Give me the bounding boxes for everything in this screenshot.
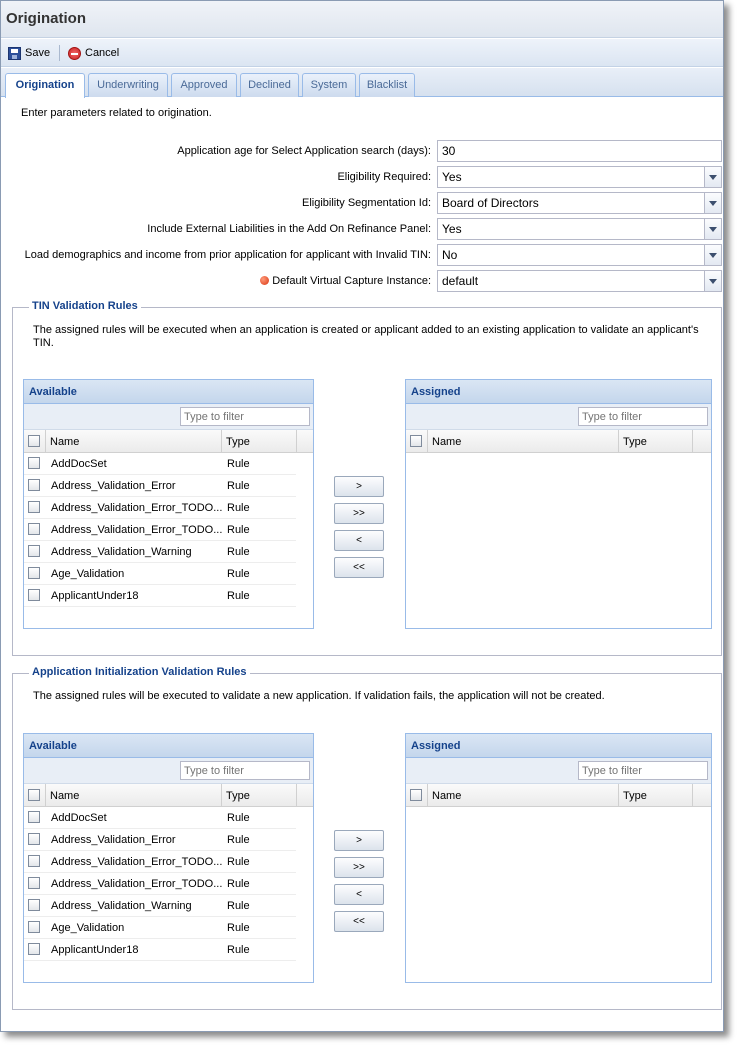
row-type: Rule <box>227 944 250 956</box>
add-all-button[interactable]: >> <box>334 503 384 524</box>
table-row[interactable] <box>24 475 296 497</box>
table-row[interactable] <box>24 807 296 829</box>
field-label: Load demographics and income from prior application for applicant with Invalid TIN: <box>24 249 431 261</box>
row-type: Rule <box>227 812 250 824</box>
row-type: Rule <box>227 568 250 580</box>
field-label: Eligibility Segmentation Id: <box>301 197 431 209</box>
field-virtual-capture <box>1 270 723 292</box>
select-all-checkbox[interactable] <box>28 789 40 801</box>
tin-assigned-grid <box>405 379 712 629</box>
column-name[interactable]: Name <box>46 784 222 806</box>
toolbar <box>1 39 723 67</box>
init-rules-legend: Application Initialization Validation Rules <box>29 666 250 678</box>
table-row[interactable] <box>24 873 296 895</box>
table-row[interactable] <box>24 917 296 939</box>
tab-system[interactable]: System <box>302 73 356 97</box>
grid-header: Assigned <box>406 380 711 404</box>
tab-strip <box>1 68 723 97</box>
grid-column-header <box>24 784 313 807</box>
column-name[interactable]: Name <box>46 430 222 452</box>
field-external-liabilities <box>1 218 723 240</box>
tab-blacklist[interactable]: Blacklist <box>359 73 415 97</box>
save-button[interactable] <box>8 45 50 61</box>
grid-column-header <box>406 430 711 453</box>
column-type[interactable]: Type <box>222 784 297 806</box>
table-row[interactable] <box>24 939 296 961</box>
table-row[interactable] <box>24 497 296 519</box>
chevron-down-icon[interactable] <box>704 219 721 239</box>
eligibility-segmentation-select[interactable] <box>437 192 722 214</box>
chevron-down-icon[interactable] <box>704 167 721 187</box>
row-name: AddDocSet <box>51 812 107 824</box>
save-icon <box>8 47 21 60</box>
tab-underwriting[interactable]: Underwriting <box>88 73 168 97</box>
row-checkbox[interactable] <box>28 567 40 579</box>
row-type: Rule <box>227 480 250 492</box>
row-checkbox[interactable] <box>28 501 40 513</box>
init-rules-description: The assigned rules will be executed to validate a new application. If validation fails, the application will not be created. <box>33 690 605 702</box>
grid-body <box>24 453 313 607</box>
grid-body <box>24 807 313 961</box>
column-name[interactable]: Name <box>428 430 619 452</box>
init-assigned-grid <box>405 733 712 983</box>
row-name: Address_Validation_Error <box>51 480 176 492</box>
select-value: Yes <box>442 222 462 236</box>
row-checkbox[interactable] <box>28 811 40 823</box>
field-load-demographics <box>1 244 723 266</box>
grid-header: Assigned <box>406 734 711 758</box>
external-liabilities-select[interactable] <box>437 218 722 240</box>
application-age-input[interactable]: 30 <box>437 140 722 162</box>
row-type: Rule <box>227 546 250 558</box>
column-type[interactable]: Type <box>619 430 693 452</box>
row-name: Age_Validation <box>51 568 125 580</box>
grid-filter-bar <box>406 404 711 430</box>
filter-input[interactable] <box>578 407 708 426</box>
row-checkbox[interactable] <box>28 523 40 535</box>
row-checkbox[interactable] <box>28 877 40 889</box>
select-all-cell <box>24 430 46 452</box>
table-row[interactable] <box>24 453 296 475</box>
row-checkbox[interactable] <box>28 589 40 601</box>
cancel-button[interactable] <box>68 45 119 61</box>
select-value: Board of Directors <box>442 196 539 210</box>
toolbar-separator <box>59 45 60 61</box>
filter-input[interactable] <box>180 407 310 426</box>
row-type: Rule <box>227 856 250 868</box>
row-type: Rule <box>227 458 250 470</box>
field-label: Include External Liabilities in the Add On Refinance Panel: <box>147 223 431 235</box>
table-row[interactable] <box>24 895 296 917</box>
select-all-checkbox[interactable] <box>28 435 40 447</box>
row-type: Rule <box>227 922 250 934</box>
table-row[interactable] <box>24 541 296 563</box>
remove-button[interactable]: < <box>334 884 384 905</box>
select-all-checkbox[interactable] <box>410 789 422 801</box>
intro-text: Enter parameters related to origination. <box>21 107 212 119</box>
row-type: Rule <box>227 900 250 912</box>
grid-column-header <box>24 430 313 453</box>
grid-filter-bar <box>24 404 313 430</box>
table-row[interactable] <box>24 563 296 585</box>
save-label: Save <box>25 47 51 59</box>
field-eligibility-required <box>1 166 723 188</box>
grid-filter-bar <box>24 758 313 784</box>
tab-declined[interactable]: Declined <box>240 73 299 97</box>
add-button[interactable]: > <box>334 830 384 851</box>
row-checkbox[interactable] <box>28 899 40 911</box>
table-row[interactable] <box>24 829 296 851</box>
init-available-grid <box>23 733 314 983</box>
eligibility-required-select[interactable] <box>437 166 722 188</box>
field-label: Eligibility Required: <box>337 171 431 183</box>
row-name: AddDocSet <box>51 458 107 470</box>
row-type: Rule <box>227 878 250 890</box>
row-name: ApplicantUnder18 <box>51 944 139 956</box>
row-name: Address_Validation_Error_TODO... <box>51 856 223 868</box>
table-row[interactable] <box>24 519 296 541</box>
field-label: Application age for Select Application search (days): <box>177 145 431 157</box>
table-row[interactable] <box>24 851 296 873</box>
row-checkbox[interactable] <box>28 457 40 469</box>
tin-rules-description: The assigned rules will be executed when an application is created or applicant added to an existing application to validate an applicant's TIN. <box>33 324 699 349</box>
select-all-checkbox[interactable] <box>410 435 422 447</box>
add-all-button[interactable]: >> <box>334 857 384 878</box>
row-name: Address_Validation_Error <box>51 834 176 846</box>
remove-all-button[interactable]: << <box>334 911 384 932</box>
load-demographics-select[interactable] <box>437 244 722 266</box>
field-label <box>260 275 431 287</box>
filter-input[interactable] <box>578 761 708 780</box>
field-label-text: Default Virtual Capture Instance: <box>272 275 431 287</box>
row-type: Rule <box>227 834 250 846</box>
select-all-cell <box>406 430 428 452</box>
chevron-down-icon[interactable] <box>704 245 721 265</box>
table-row[interactable] <box>24 585 296 607</box>
select-value: default <box>442 274 479 288</box>
cancel-label: Cancel <box>85 47 120 59</box>
row-checkbox[interactable] <box>28 545 40 557</box>
remove-all-button[interactable]: << <box>334 557 384 578</box>
row-checkbox[interactable] <box>28 921 40 933</box>
row-name: Address_Validation_Error_TODO... <box>51 524 223 536</box>
grid-header: Available <box>24 380 313 404</box>
field-eligibility-segmentation <box>1 192 723 214</box>
column-name[interactable]: Name <box>428 784 619 806</box>
select-all-cell <box>406 784 428 806</box>
row-checkbox[interactable] <box>28 943 40 955</box>
tab-approved[interactable]: Approved <box>171 73 237 97</box>
column-type[interactable]: Type <box>222 430 297 452</box>
row-name: Address_Validation_Warning <box>51 546 192 558</box>
chevron-down-icon[interactable] <box>704 271 721 291</box>
row-type: Rule <box>227 502 250 514</box>
row-checkbox[interactable] <box>28 833 40 845</box>
grid-header: Available <box>24 734 313 758</box>
select-value: No <box>442 248 458 262</box>
row-checkbox[interactable] <box>28 479 40 491</box>
row-name: ApplicantUnder18 <box>51 590 139 602</box>
title-bar <box>1 1 723 38</box>
tin-available-grid <box>23 379 314 629</box>
row-name: Address_Validation_Error_TODO... <box>51 878 223 890</box>
grid-filter-bar <box>406 758 711 784</box>
add-button[interactable]: > <box>334 476 384 497</box>
tab-origination[interactable]: Origination <box>5 73 85 98</box>
select-all-cell <box>24 784 46 806</box>
column-type[interactable]: Type <box>619 784 693 806</box>
select-value: Yes <box>442 170 462 184</box>
tin-rules-legend: TIN Validation Rules <box>29 300 141 312</box>
chevron-down-icon[interactable] <box>704 193 721 213</box>
cancel-icon <box>68 47 81 60</box>
virtual-capture-select[interactable] <box>437 270 722 292</box>
row-name: Age_Validation <box>51 922 125 934</box>
row-type: Rule <box>227 590 250 602</box>
row-checkbox[interactable] <box>28 855 40 867</box>
filter-input[interactable] <box>180 761 310 780</box>
window-title: Origination <box>6 10 86 27</box>
row-type: Rule <box>227 524 250 536</box>
row-name: Address_Validation_Error_TODO... <box>51 502 223 514</box>
field-application-age <box>1 140 723 162</box>
row-name: Address_Validation_Warning <box>51 900 192 912</box>
required-icon <box>260 276 269 285</box>
remove-button[interactable]: < <box>334 530 384 551</box>
grid-column-header <box>406 784 711 807</box>
